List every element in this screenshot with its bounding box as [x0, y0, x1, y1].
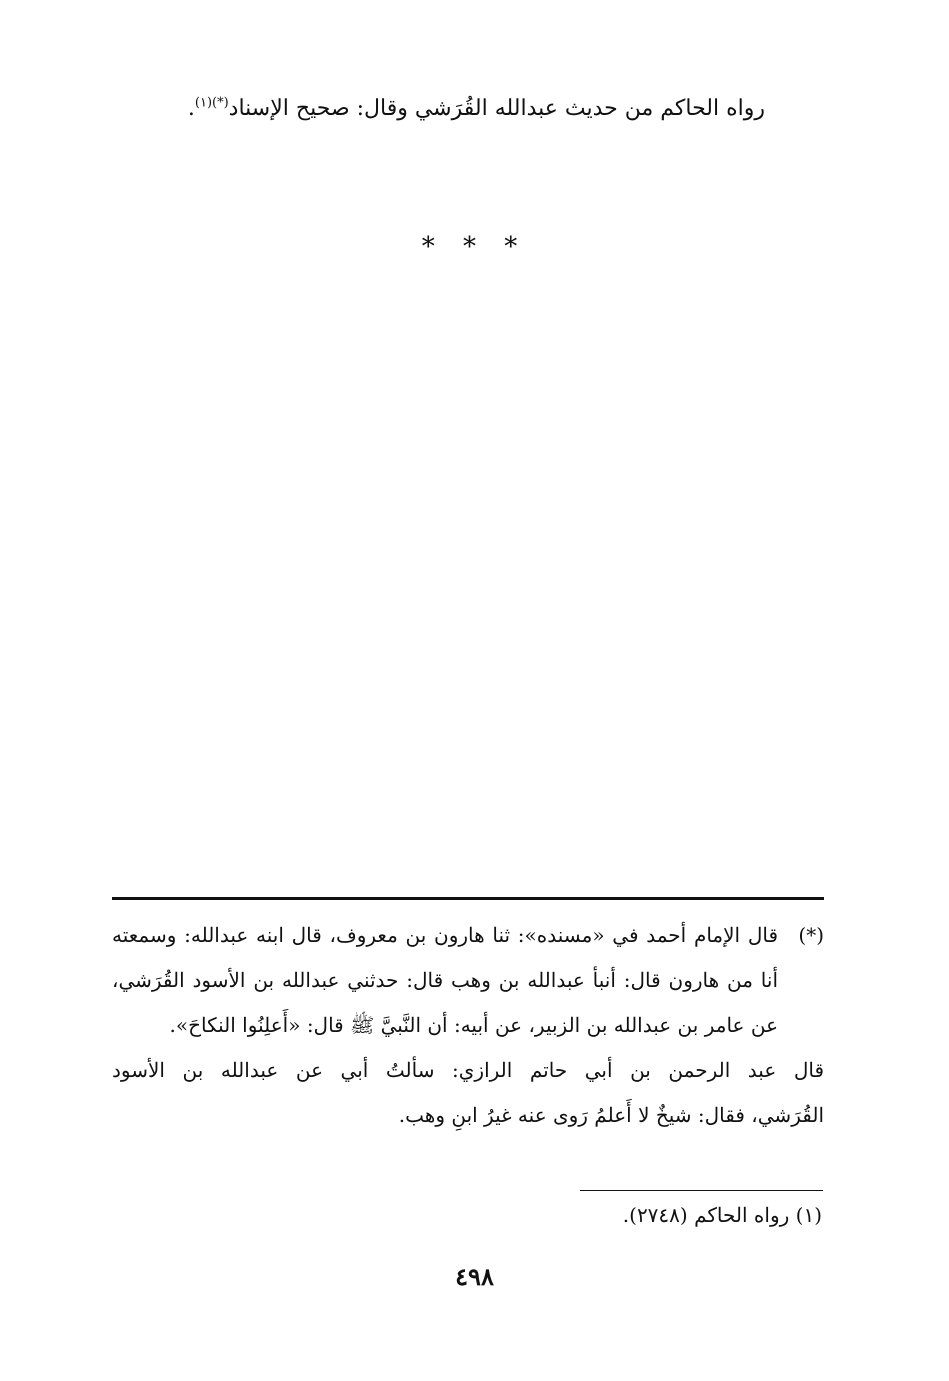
footnote-text: رواه الحاكم (٢٧٤٨).: [622, 1203, 790, 1227]
section-separator: * * *: [421, 232, 528, 262]
footnote-number: (١): [795, 1203, 822, 1227]
note-line: قال عبد الرحمن بن أبي حاتم الرازي: سألتُ أبي عن عبدالله بن الأسود: [112, 1058, 824, 1082]
footnote-divider-short: [580, 1190, 823, 1191]
note-line: عن عامر بن عبدالله بن الزبير، عن أبيه: أن النَّبيَّ ﷺ قال: «أَعلِنُوا النكاحَ».: [169, 1013, 778, 1037]
main-text-end: .: [187, 96, 195, 121]
footnote: [300, 1203, 822, 1227]
page-number: ٤٩٨: [455, 1262, 494, 1291]
footnote-reference: (*)(١): [194, 95, 229, 111]
main-text-body: رواه الحاكم من حديث عبدالله القُرَشي وقال: صحيح الإسناد: [228, 96, 765, 121]
note-line: قال الإمام أحمد في «مسنده»: ثنا هارون بن معروف، قال ابنه عبدالله: وسمعته: [112, 923, 778, 947]
note-block: [112, 913, 824, 1138]
footnote-divider-long: [112, 897, 824, 900]
note-marker: (*): [798, 923, 824, 947]
main-text: [110, 95, 765, 124]
note-line: أنا من هارون قال: أنبأ عبدالله بن وهب قال: حدثني عبدالله بن الأسود القُرَشي،: [112, 968, 778, 992]
note-line: القُرَشي، فقال: شيخٌ لا أَعلمُ رَوى عنه غيرُ ابنِ وهب.: [398, 1103, 824, 1127]
